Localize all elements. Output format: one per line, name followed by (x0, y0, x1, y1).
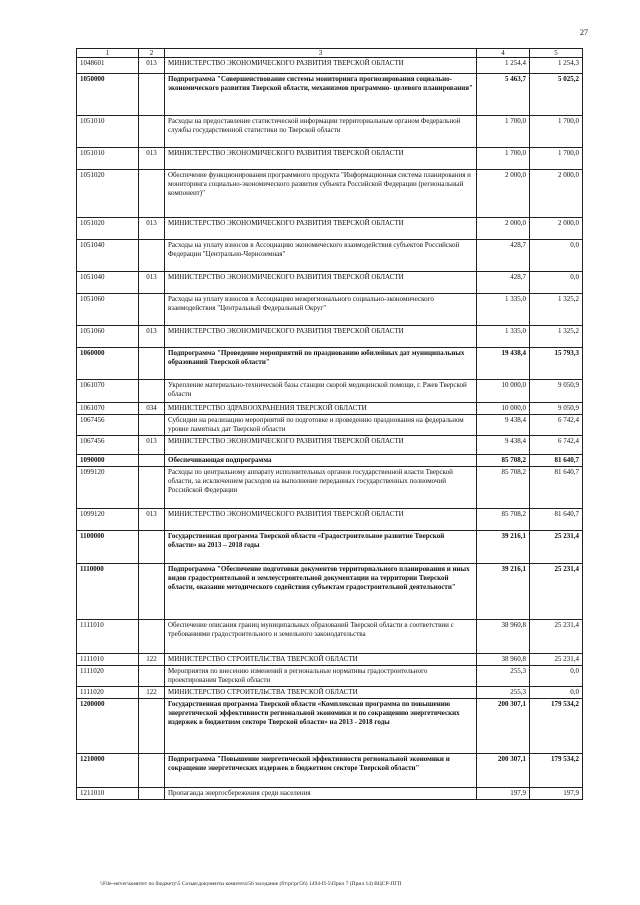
header-col-3: 3 (165, 49, 477, 58)
row-value-col5: 6 742,4 (530, 415, 583, 436)
row-code: 1200000 (77, 699, 139, 754)
header-col-5: 5 (530, 49, 583, 58)
row-value-col4: 38 960,8 (477, 654, 530, 666)
row-org-code (139, 564, 165, 620)
row-value-col4: 85 708,2 (477, 509, 530, 531)
table-row (77, 509, 583, 531)
row-org-code (139, 170, 165, 218)
row-value-col4: 19 438,4 (477, 348, 530, 380)
table-row (77, 620, 583, 654)
row-name: МИНИСТЕРСТВО СТРОИТЕЛЬСТВА ТВЕРСКОЙ ОБЛАСТИ (165, 687, 477, 699)
table-row (77, 74, 583, 116)
row-value-col4: 85 708,2 (477, 467, 530, 509)
row-value-col4: 9 438,4 (477, 436, 530, 455)
budget-table (76, 48, 583, 800)
row-org-code (139, 699, 165, 754)
row-value-col4: 1 335,0 (477, 294, 530, 326)
row-value-col4: 10 000,0 (477, 403, 530, 415)
row-code: 1050000 (77, 74, 139, 116)
row-org-code (139, 116, 165, 148)
row-org-code (139, 531, 165, 564)
row-name: Обеспечение функционирования программного продукта "Информационная система планирования и мониторинга социально-экономического развития субъекта Российской Федерации (региональный компонент)" (165, 170, 477, 218)
row-code: 1111010 (77, 654, 139, 666)
row-name: Мероприятия по внесению изменений в региональные нормативы градостроительного проектирования Тверской области (165, 666, 477, 687)
row-code: 1111020 (77, 666, 139, 687)
row-name: МИНИСТЕРСТВО ЭКОНОМИЧЕСКОГО РАЗВИТИЯ ТВЕРСКОЙ ОБЛАСТИ (165, 58, 477, 74)
row-code: 1090000 (77, 455, 139, 467)
row-code: 1061070 (77, 380, 139, 403)
row-name: Расходы на уплату взносов в Ассоциацию межрегионального социально-экономического взаимодействия "Центральный Федеральный Округ" (165, 294, 477, 326)
row-org-code: 013 (139, 509, 165, 531)
table-row (77, 403, 583, 415)
row-value-col5: 25 231,4 (530, 564, 583, 620)
row-name: Расходы на уплату взносов в Ассоциацию экономического взаимодействия субъектов Российской Федерации "Центрально-Черноземная" (165, 240, 477, 272)
table-row (77, 326, 583, 348)
row-name: Укрепление материально-технической базы станции скорой медицинской помощи, г. Ржев Тверской области (165, 380, 477, 403)
table-row (77, 564, 583, 620)
row-code: 1051020 (77, 218, 139, 240)
row-org-code (139, 455, 165, 467)
row-value-col5: 1 325,2 (530, 326, 583, 348)
table-row (77, 531, 583, 564)
table-body (77, 58, 583, 800)
row-code: 1051040 (77, 240, 139, 272)
row-value-col5: 197,9 (530, 788, 583, 800)
header-col-1: 1 (77, 49, 139, 58)
row-code: 1067456 (77, 436, 139, 455)
row-value-col5: 179 534,2 (530, 754, 583, 788)
row-name: Пропаганда энергосбережения среди населения (165, 788, 477, 800)
row-value-col4: 200 307,1 (477, 699, 530, 754)
row-code: 1099120 (77, 467, 139, 509)
page-number: 27 (580, 28, 588, 37)
row-value-col5: 25 231,4 (530, 620, 583, 654)
table-row (77, 455, 583, 467)
row-org-code (139, 380, 165, 403)
table-row (77, 415, 583, 436)
row-value-col5: 1 700,0 (530, 116, 583, 148)
row-code: 1061070 (77, 403, 139, 415)
row-value-col5: 179 534,2 (530, 699, 583, 754)
row-value-col5: 81 640,7 (530, 455, 583, 467)
row-value-col5: 0,0 (530, 272, 583, 294)
row-code: 1051010 (77, 116, 139, 148)
row-org-code: 122 (139, 654, 165, 666)
row-org-code (139, 467, 165, 509)
row-name: МИНИСТЕРСТВО ЭКОНОМИЧЕСКОГО РАЗВИТИЯ ТВЕРСКОЙ ОБЛАСТИ (165, 326, 477, 348)
row-value-col4: 255,3 (477, 666, 530, 687)
header-row (77, 49, 583, 58)
row-org-code: 013 (139, 272, 165, 294)
row-value-col4: 2 000,0 (477, 170, 530, 218)
row-name: Подпрограмма "Обеспечение подготовки документов территориального планирования и иных видов градостроительной и землеустроительной документации на территории Тверской области, оказание методического содействия субъектам градостроительной деятельности" (165, 564, 477, 620)
row-value-col4: 255,3 (477, 687, 530, 699)
row-name: Подпрограмма "Совершенствование системы мониторинга прогнозирования социально-экономического развития Тверской области, механизмов программно- целевого планирования" (165, 74, 477, 116)
row-value-col4: 197,9 (477, 788, 530, 800)
row-value-col5: 25 231,4 (530, 654, 583, 666)
row-org-code (139, 620, 165, 654)
table-row (77, 218, 583, 240)
table-row (77, 754, 583, 788)
table-row (77, 240, 583, 272)
row-value-col4: 9 438,4 (477, 415, 530, 436)
row-code: 1051020 (77, 170, 139, 218)
row-value-col5: 81 640,7 (530, 509, 583, 531)
row-code: 1111010 (77, 620, 139, 654)
table-row (77, 272, 583, 294)
row-code: 1060000 (77, 348, 139, 380)
row-name: МИНИСТЕРСТВО ЭКОНОМИЧЕСКОГО РАЗВИТИЯ ТВЕРСКОЙ ОБЛАСТИ (165, 272, 477, 294)
row-code: 1111020 (77, 687, 139, 699)
row-org-code: 013 (139, 218, 165, 240)
row-name: Государственная программа Тверской области «Комплексная программа по повышению энергетической эффективности региональной экономики и по сокращению энергетических издержек в бюджетном секторе Тверской области» на 2013 - 2018 годы (165, 699, 477, 754)
table-row (77, 116, 583, 148)
row-name: Подпрограмма "Проведение мероприятий по празднованию юбилейных дат муниципальных образований Тверской области" (165, 348, 477, 380)
row-name: Расходы на предоставление статистической информации территориальным органом Федеральной службы государственной статистики по Тверской области (165, 116, 477, 148)
row-value-col5: 0,0 (530, 666, 583, 687)
header-col-4: 4 (477, 49, 530, 58)
row-name: МИНИСТЕРСТВО ЭКОНОМИЧЕСКОГО РАЗВИТИЯ ТВЕРСКОЙ ОБЛАСТИ (165, 436, 477, 455)
row-name: Обеспечивающая подпрограмма (165, 455, 477, 467)
table-row (77, 294, 583, 326)
row-value-col4: 38 960,8 (477, 620, 530, 654)
table-row (77, 687, 583, 699)
row-value-col4: 10 000,0 (477, 380, 530, 403)
row-value-col4: 39 216,1 (477, 531, 530, 564)
row-value-col5: 2 000,0 (530, 170, 583, 218)
row-name: МИНИСТЕРСТВО ЗДРАВООХРАНЕНИЯ ТВЕРСКОЙ ОБЛАСТИ (165, 403, 477, 415)
header-col-2: 2 (139, 49, 165, 58)
row-code: 1211010 (77, 788, 139, 800)
table-row (77, 467, 583, 509)
row-name: Подпрограмма "Повышение энергетической эффективности региональной экономики и сокращение энергетических издержек в бюджетном секторе Тверской области" (165, 754, 477, 788)
row-code: 1051060 (77, 294, 139, 326)
row-org-code (139, 348, 165, 380)
row-value-col5: 1 700,0 (530, 148, 583, 170)
row-value-col5: 0,0 (530, 687, 583, 699)
row-code: 1051060 (77, 326, 139, 348)
row-code: 1048601 (77, 58, 139, 74)
table-row (77, 380, 583, 403)
row-org-code (139, 666, 165, 687)
row-name: Субсидии на реализацию мероприятий по подготовке и проведению празднования на федеральном уровне памятных дат Тверской области (165, 415, 477, 436)
table-row (77, 436, 583, 455)
row-value-col4: 1 700,0 (477, 116, 530, 148)
row-value-col4: 2 000,0 (477, 218, 530, 240)
table-row (77, 148, 583, 170)
row-value-col5: 1 254,3 (530, 58, 583, 74)
row-org-code (139, 240, 165, 272)
row-code: 1210000 (77, 754, 139, 788)
row-org-code: 122 (139, 687, 165, 699)
row-name: Государственная программа Тверской области «Градостроительное развитие Тверской области» на 2013 – 2018 годы (165, 531, 477, 564)
row-value-col4: 39 216,1 (477, 564, 530, 620)
table-row (77, 788, 583, 800)
row-code: 1067456 (77, 415, 139, 436)
row-org-code: 013 (139, 148, 165, 170)
row-org-code: 013 (139, 436, 165, 455)
row-value-col5: 15 793,3 (530, 348, 583, 380)
row-org-code (139, 415, 165, 436)
table-row (77, 699, 583, 754)
table-row (77, 348, 583, 380)
row-name: Обеспечение описания границ муниципальных образований Тверской области в соответствии с требованиями градостроительного и земельного законодательства (165, 620, 477, 654)
row-value-col4: 85 708,2 (477, 455, 530, 467)
row-code: 1051010 (77, 148, 139, 170)
table-row (77, 666, 583, 687)
file-path-footer: \\File-server\комитет по бюджету\5 Созыв\документы комитета\56 заседание (бт\pr\pr\56) 1494-П-5\Прил 7 (Прил 14) ВЦСР-ПГП (100, 881, 402, 887)
row-code: 1100000 (77, 531, 139, 564)
table-row (77, 654, 583, 666)
row-org-code (139, 754, 165, 788)
row-value-col5: 1 325,2 (530, 294, 583, 326)
row-value-col4: 5 463,7 (477, 74, 530, 116)
row-name: МИНИСТЕРСТВО ЭКОНОМИЧЕСКОГО РАЗВИТИЯ ТВЕРСКОЙ ОБЛАСТИ (165, 218, 477, 240)
row-value-col4: 1 254,4 (477, 58, 530, 74)
row-org-code: 013 (139, 58, 165, 74)
row-org-code: 034 (139, 403, 165, 415)
row-value-col5: 25 231,4 (530, 531, 583, 564)
row-value-col5: 0,0 (530, 240, 583, 272)
row-value-col4: 428,7 (477, 272, 530, 294)
row-value-col5: 9 050,9 (530, 403, 583, 415)
row-code: 1099120 (77, 509, 139, 531)
row-value-col4: 200 307,1 (477, 754, 530, 788)
row-name: МИНИСТЕРСТВО СТРОИТЕЛЬСТВА ТВЕРСКОЙ ОБЛАСТИ (165, 654, 477, 666)
row-value-col5: 6 742,4 (530, 436, 583, 455)
row-name: МИНИСТЕРСТВО ЭКОНОМИЧЕСКОГО РАЗВИТИЯ ТВЕРСКОЙ ОБЛАСТИ (165, 509, 477, 531)
row-org-code (139, 74, 165, 116)
row-value-col5: 5 025,2 (530, 74, 583, 116)
row-name: МИНИСТЕРСТВО ЭКОНОМИЧЕСКОГО РАЗВИТИЯ ТВЕРСКОЙ ОБЛАСТИ (165, 148, 477, 170)
row-org-code (139, 294, 165, 326)
row-value-col5: 2 000,0 (530, 218, 583, 240)
row-org-code: 013 (139, 326, 165, 348)
table-row (77, 58, 583, 74)
row-value-col5: 81 640,7 (530, 467, 583, 509)
row-org-code (139, 788, 165, 800)
row-value-col4: 1 700,0 (477, 148, 530, 170)
row-value-col4: 1 335,0 (477, 326, 530, 348)
row-name: Расходы по центральному аппарату исполнительных органов государственной власти Тверской области, за исключением расходов на выполнение переданных государственных полномочий Российской Федерации (165, 467, 477, 509)
row-value-col5: 9 050,9 (530, 380, 583, 403)
row-code: 1051040 (77, 272, 139, 294)
table-row (77, 170, 583, 218)
row-value-col4: 428,7 (477, 240, 530, 272)
row-code: 1110000 (77, 564, 139, 620)
